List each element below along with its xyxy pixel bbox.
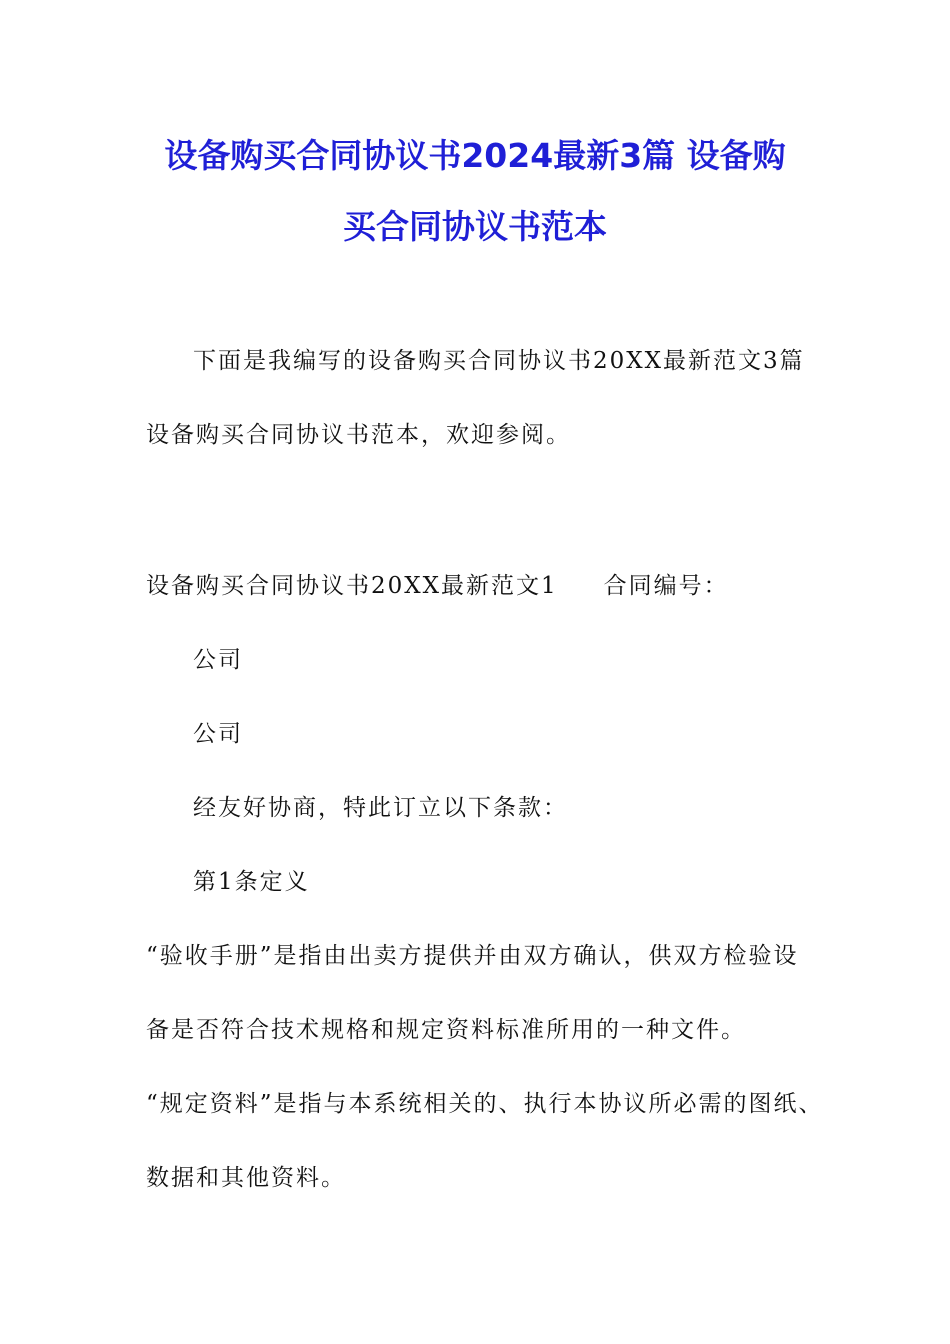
company-line-1: 公司	[193, 647, 243, 673]
section-heading: 设备购买合同协议书20XX最新范文1	[146, 573, 558, 599]
definition-1-line-2: 备是否符合技术规格和规定资料标准所用的一种文件。	[146, 1017, 746, 1043]
company-line-2: 公司	[193, 721, 243, 747]
document-title-line-2: 买合同协议书范本	[343, 207, 607, 246]
intro-paragraph-line-1: 下面是我编写的设备购买合同协议书20XX最新范文3篇	[193, 348, 805, 374]
definition-1-line-1: “验收手册”是指由出卖方提供并由双方确认，供双方检验设	[146, 943, 799, 969]
definition-2-line-2: 数据和其他资料。	[146, 1165, 346, 1191]
article-1-title: 第1条定义	[193, 869, 310, 895]
document-title-line-1: 设备购买合同协议书2024最新3篇 设备购	[164, 136, 786, 175]
intro-paragraph-line-2: 设备购买合同协议书范本，欢迎参阅。	[146, 422, 571, 448]
clause-intro: 经友好协商，特此订立以下条款：	[193, 795, 568, 821]
section-heading-row	[146, 570, 729, 602]
contract-number-label: 合同编号：	[603, 573, 729, 599]
definition-2-line-1: “规定资料”是指与本系统相关的、执行本协议所必需的图纸、	[146, 1091, 824, 1117]
